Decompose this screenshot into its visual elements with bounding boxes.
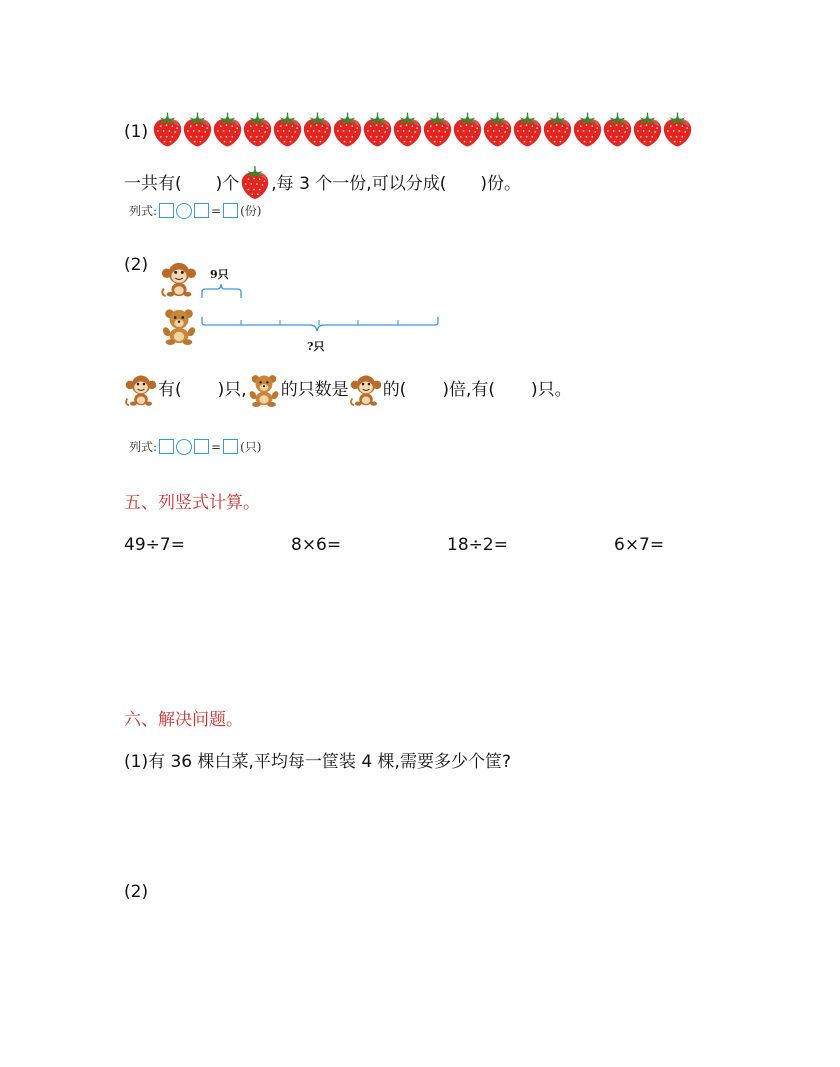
q2-sentence-f: )只。 [531,380,572,400]
bear-icon [247,370,281,410]
q2-label: (2) [124,255,149,275]
answer-box[interactable] [194,439,209,454]
q2-sentence-a: 有( [158,380,182,400]
equals-sign: = [211,439,222,454]
strawberry-icon [632,111,663,149]
formula-unit: (份) [240,204,262,218]
strawberry-icon [182,111,213,149]
q2-sentence-c: 的只数是 [280,380,349,400]
strawberry-icon [602,111,633,149]
strawberry-icon [482,111,513,149]
answer-box[interactable] [223,203,238,218]
strawberry-icon [272,111,303,149]
q2-sentence-e: )倍,有( [442,380,495,400]
q1-sentence-b: )个 [215,174,240,194]
formula-label: 列式: [129,204,158,218]
q1-sentence-a: 一共有( [124,174,182,194]
bottom-segment-label: ?只 [307,340,325,353]
q2-sentence [124,370,572,410]
calc-problem-3: 18÷2= [447,535,508,555]
formula-unit: (只) [240,440,262,454]
answer-box[interactable] [194,203,209,218]
strawberry-icon [452,111,483,149]
strawberry-icon [152,111,183,149]
calc-problem-4: 6×7= [614,535,665,555]
strawberry-icon [240,166,270,200]
strawberry-icon [392,111,423,149]
equals-sign: = [211,203,222,218]
answer-box[interactable] [159,203,174,218]
strawberry-icon [302,111,333,149]
q1-label: (1) [124,122,149,142]
bear-icon [160,305,198,347]
strawberry-row [152,111,692,149]
monkey-icon [349,370,383,410]
answer-box[interactable] [159,439,174,454]
strawberry-icon [422,111,453,149]
top-segment-label: 9只 [210,268,229,281]
strawberry-icon [212,111,243,149]
strawberry-icon [542,111,573,149]
bottom-segment-line [200,313,444,339]
operator-circle[interactable] [176,439,192,455]
q1-sentence-d: )份。 [480,174,521,194]
section6-title: 六、解决问题。 [124,710,243,730]
q2-sentence-b: )只, [217,380,247,400]
strawberry-icon [242,111,273,149]
q2-sentence-d: 的( [382,380,407,400]
strawberry-icon [362,111,393,149]
strawberry-icon [572,111,603,149]
calc-problem-2: 8×6= [291,535,342,555]
section5-title: 五、列竖式计算。 [124,493,260,513]
q2-formula [129,438,261,455]
answer-box[interactable] [223,439,238,454]
formula-label: 列式: [129,440,158,454]
strawberry-icon [512,111,543,149]
q1-sentence [124,166,521,196]
problem-1: (1)有 36 棵白菜,平均每一筐装 4 棵,需要多少个筐? [124,752,511,772]
q1-sentence-c: ,每 3 个一份,可以分成( [271,174,447,194]
problem-2: (2) [124,882,149,902]
monkey-icon [124,370,158,410]
monkey-icon [160,258,198,300]
strawberry-icon [662,111,693,149]
calc-problem-1: 49÷7= [124,535,185,555]
operator-circle[interactable] [176,203,192,219]
strawberry-icon [332,111,363,149]
top-brace [200,280,246,300]
q1-formula [129,202,261,219]
